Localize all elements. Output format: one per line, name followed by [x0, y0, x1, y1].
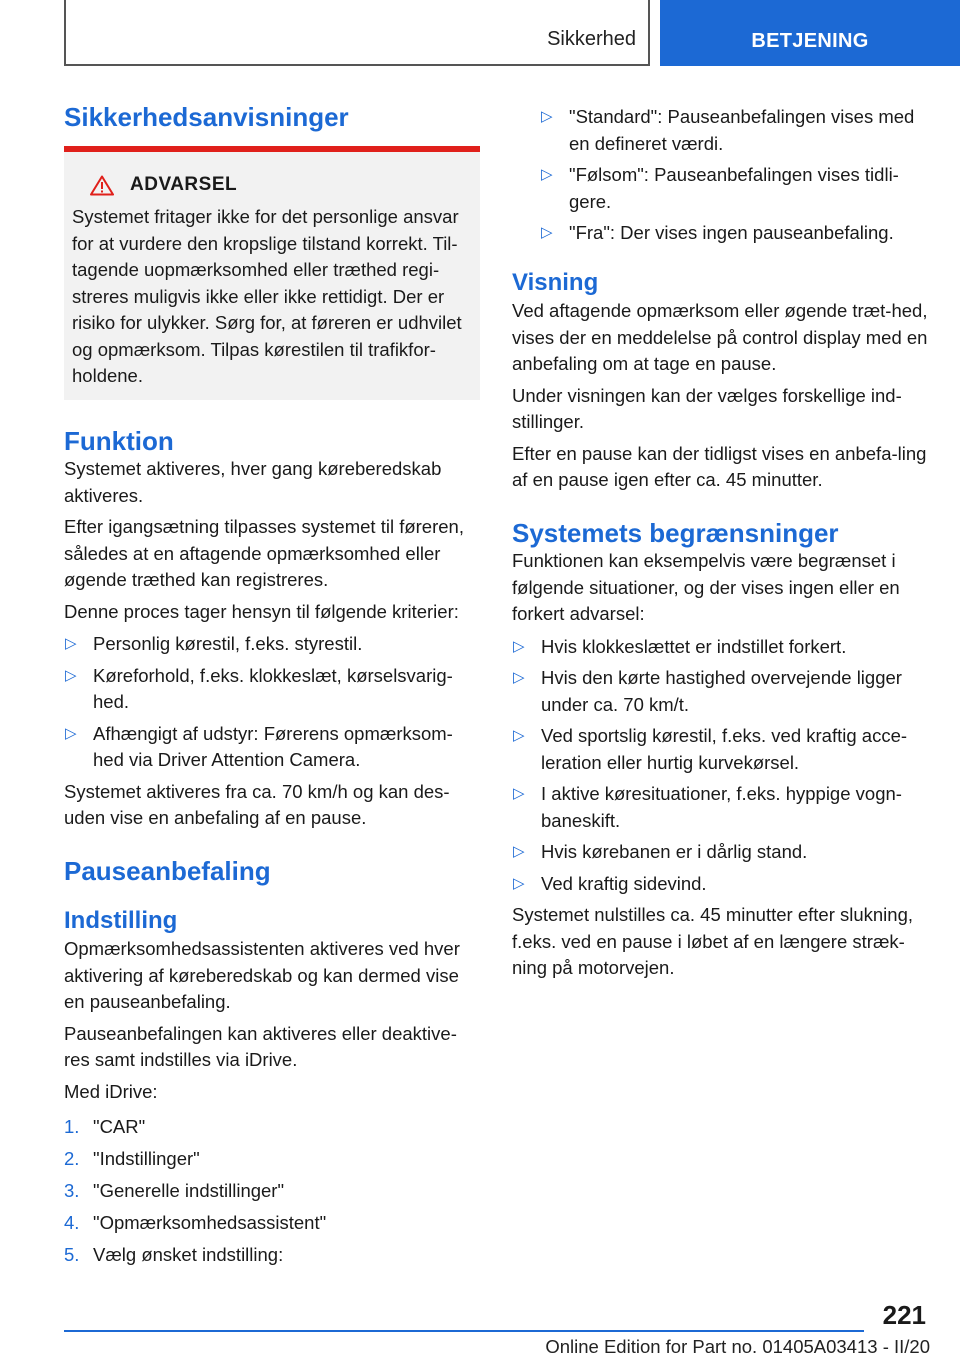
- pause-p3: Med iDrive:: [64, 1080, 158, 1102]
- warning-text: Systemet fritager ikke for det personlige ansvar for at vurdere den kropslige tilstand korrekt. Til-tagende uopmærksomhed eller træthed regi-streres muligvis ikke eller ikke rettidigt. Der er risiko for ulykker. Sørg for, at føreren er udhvilet og opmærksom. Tilpas kørestilen til trafikfor-holdene.: [72, 206, 462, 386]
- idrive-steps: [64, 1114, 480, 1269]
- list-item: ▷ "Følsom": Pauseanbefalingen vises tidli-gere.: [541, 164, 899, 212]
- pause-heading: Pauseanbefaling: [64, 856, 271, 886]
- triangle-bullet-icon: ▷: [65, 666, 77, 684]
- indstilling-heading: Indstilling: [64, 907, 178, 934]
- visning-p1: Ved aftagende opmærksom eller øgende træt-hed, vises der en meddelelse på control display med en anbefaling om at tage en pause.: [512, 300, 928, 374]
- list-item: ▷ Ved kraftig sidevind.: [512, 871, 932, 898]
- limits-p1: Funktionen kan eksempelvis være begrænset i følgende situationer, og der vises ingen eller en forkert advarsel:: [512, 550, 900, 624]
- triangle-bullet-icon: ▷: [65, 635, 77, 652]
- list-item: ▷ Hvis kørebanen er i dårlig stand.: [512, 839, 932, 866]
- triangle-bullet-icon: ▷: [513, 727, 525, 744]
- triangle-bullet-icon: ▷: [65, 724, 77, 742]
- list-item: ▷ "Fra": Der vises ingen pauseanbefaling.: [540, 220, 932, 247]
- funktion-section: [64, 426, 480, 832]
- list-item: ▷ Personlig kørestil, f.eks. styrestil.: [64, 631, 480, 658]
- funktion-p4: Systemet aktiveres fra ca. 70 km/h og kan des-uden vise en anbefaling af en pause.: [64, 780, 450, 828]
- triangle-bullet-icon: ▷: [513, 785, 525, 802]
- step-item: 4. "Opmærksomhedsassistent": [64, 1212, 327, 1233]
- footer-edition: Online Edition for Part no. 01405A03413 - II/20: [545, 1336, 930, 1357]
- warning-header: [90, 174, 470, 196]
- triangle-bullet-icon: ▷: [541, 224, 553, 241]
- list-item: ▷ Hvis klokkeslættet er indstillet forkert.: [512, 634, 932, 661]
- visning-p3: Efter en pause kan der tidligst vises en anbefa-ling af en pause igen efter ca. 45 minutter.: [512, 442, 927, 490]
- limits-heading: Systemets begrænsninger: [512, 518, 839, 548]
- step-item: 5. Vælg ønsket indstilling:: [64, 1244, 284, 1265]
- header-box: [64, 0, 650, 66]
- triangle-bullet-icon: ▷: [541, 108, 553, 125]
- criteria-list: [64, 631, 480, 774]
- chapter-tab: [660, 0, 960, 66]
- limits-section: [512, 518, 932, 982]
- visning-section: [512, 268, 930, 494]
- triangle-bullet-icon: ▷: [541, 166, 553, 183]
- step-item: 3. "Generelle indstillinger": [64, 1180, 285, 1201]
- list-item: ▷ Afhængigt af udstyr: Førerens opmærksom-hed via Driver Attention Camera.: [65, 722, 453, 770]
- funktion-p1: Systemet aktiveres, hver gang køreberedskab aktiveres.: [64, 458, 442, 506]
- step-item: 2. "Indstillinger": [64, 1148, 200, 1169]
- page-title: Sikkerhedsanvisninger: [64, 102, 349, 132]
- warning-label: ADVARSEL: [130, 174, 238, 195]
- list-item: ▷ Hvis den kørte hastighed overvejende ligger under ca. 70 km/t.: [513, 667, 902, 715]
- chapter-label: BETJENING: [751, 30, 869, 52]
- limits-p2: Systemet nulstilles ca. 45 minutter efter slukning, f.eks. ved en pause i løbet af en længere stræk-ning på motorvejen.: [512, 904, 914, 978]
- funktion-heading: Funktion: [64, 426, 174, 456]
- warning-box: [64, 146, 480, 400]
- pause-section: [64, 856, 480, 1274]
- pause-p1: Opmærksomhedsassistenten aktiveres ved hver aktivering af køreberedskab og kan dermed vise en pauseanbefaling.: [64, 938, 460, 1012]
- limits-list: [512, 634, 932, 898]
- triangle-bullet-icon: ▷: [513, 843, 525, 860]
- list-item: ▷ I aktive køresituationer, f.eks. hyppige vogn-baneskift.: [513, 783, 902, 831]
- triangle-bullet-icon: ▷: [513, 874, 525, 892]
- step-item: 1. "CAR": [64, 1116, 146, 1137]
- warning-triangle-icon: [90, 175, 114, 196]
- list-item: ▷ Ved sportslig kørestil, f.eks. ved kraftig acce-leration eller hurtig kurvekørsel.: [513, 725, 908, 773]
- list-item: ▷ "Standard": Pauseanbefalingen vises med en defineret værdi.: [541, 106, 915, 154]
- visning-heading: Visning: [512, 269, 599, 296]
- triangle-bullet-icon: ▷: [513, 637, 525, 655]
- visning-p2: Under visningen kan der vælges forskellige ind-stillinger.: [512, 384, 902, 432]
- page-number: 221: [882, 1300, 926, 1330]
- funktion-p2: Efter igangsætning tilpasses systemet til føreren, således at en aftagende opmærksomhed eller øgende træthed kan registreres.: [64, 516, 464, 590]
- setting-options: [540, 104, 932, 252]
- list-item: ▷ Køreforhold, f.eks. klokkeslæt, kørselsvarig-hed.: [65, 664, 453, 712]
- section-title: Sikkerhed: [547, 28, 636, 50]
- triangle-bullet-icon: ▷: [513, 669, 525, 686]
- footer-divider: [64, 1330, 864, 1332]
- funktion-p3: Denne proces tager hensyn til følgende kriterier:: [64, 600, 459, 622]
- pause-p2: Pauseanbefalingen kan aktiveres eller deaktive-res samt indstilles via iDrive.: [64, 1022, 457, 1070]
